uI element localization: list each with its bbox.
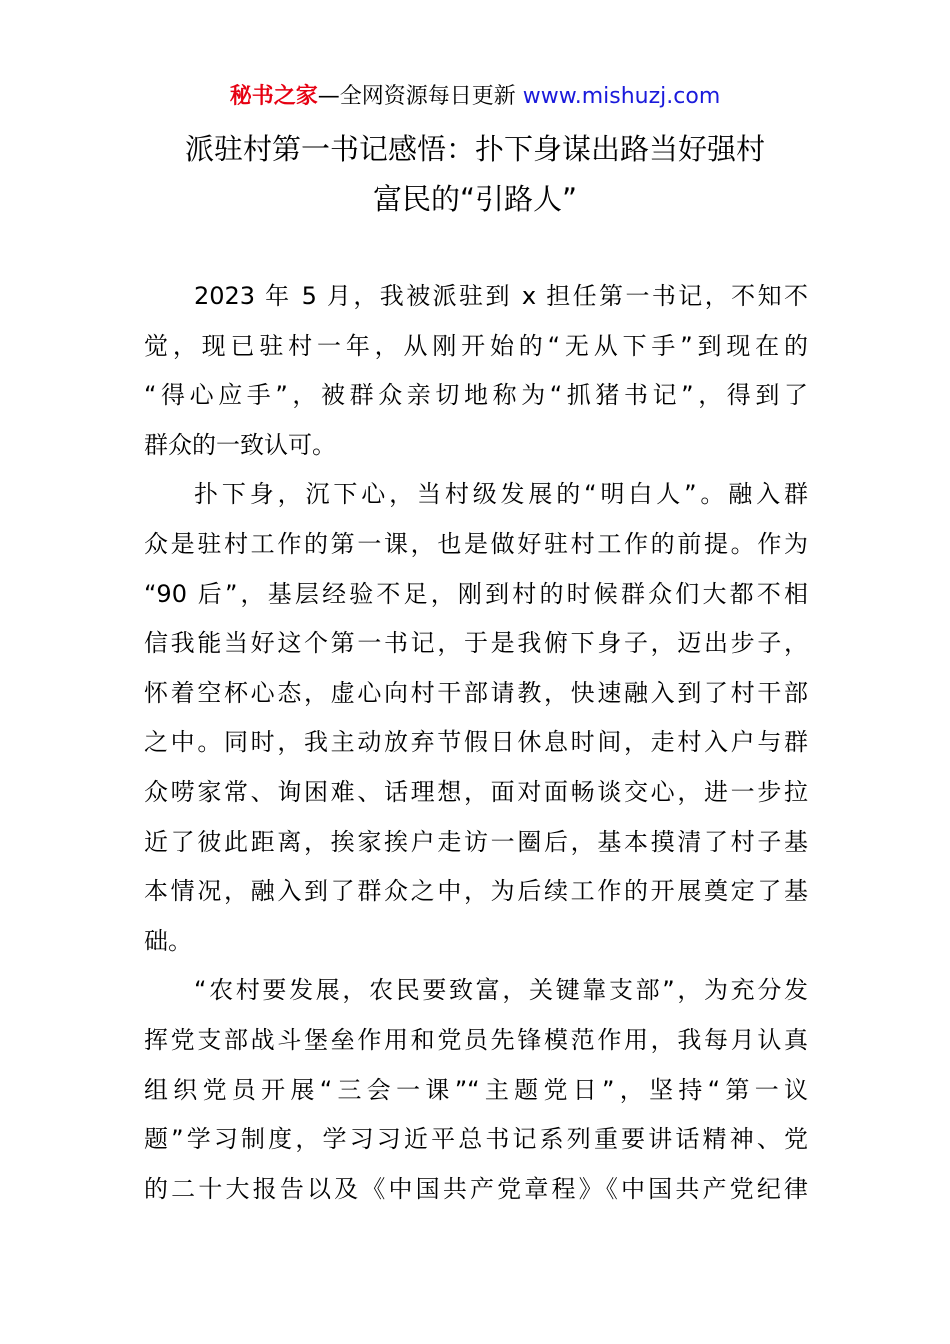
text-line: 的二十大报告以及《中国共产党章程》《中国共产党纪律 xyxy=(144,1174,808,1203)
title-line: 派驻村第一书记感悟：扑下身谋出路当好强村 xyxy=(184,132,765,166)
paragraph-3 xyxy=(144,966,808,1214)
text-line: “农村要发展，农民要致富，关键靠支部”，为充分发 xyxy=(194,976,808,1005)
header-tagline: —全网资源每日更新 xyxy=(317,84,523,109)
text-line: “90 后”，基层经验不足，刚到村的时候群众们大都不相 xyxy=(144,579,808,608)
text-line: “得心应手”，被群众亲切地称为“抓猪书记”，得到了 xyxy=(144,381,808,410)
text-line: 众唠家常、询困难、话理想，面对面畅谈交心，进一步拉 xyxy=(144,777,808,806)
paragraph-1 xyxy=(144,272,808,470)
site-url-link[interactable]: www.mishuzj.com xyxy=(522,84,721,109)
title-line: 富民的“引路人” xyxy=(372,182,578,216)
text-line: 怀着空杯心态，虚心向村干部请教，快速融入到了村干部 xyxy=(144,678,808,707)
page-title xyxy=(120,124,830,224)
brand-name: 秘书之家 xyxy=(229,84,318,109)
text-line: 近了彼此距离，挨家挨户走访一圈后，基本摸清了村子基 xyxy=(144,827,808,856)
text-line: 众是驻村工作的第一课，也是做好驻村工作的前提。作为 xyxy=(144,529,808,558)
text-line: 信我能当好这个第一书记，于是我俯下身子，迈出步子， xyxy=(144,629,808,658)
text-line: 挥党支部战斗堡垒作用和党员先锋模范作用，我每月认真 xyxy=(144,1025,808,1054)
paragraph-2 xyxy=(144,470,808,966)
article-body xyxy=(144,272,808,1214)
text-line: 题”学习制度，学习习近平总书记系列重要讲话精神、党 xyxy=(144,1125,808,1154)
text-line: 础。 xyxy=(144,926,192,955)
text-line: 觉，现已驻村一年，从刚开始的“无从下手”到现在的 xyxy=(144,331,808,360)
text-line: 本情况，融入到了群众之中，为后续工作的开展奠定了基 xyxy=(144,877,808,906)
text-line: 组织党员开展“三会一课”“主题党日”，坚持“第一议 xyxy=(144,1075,808,1104)
text-line: 群众的一致认可。 xyxy=(144,430,336,459)
text-line: 2023 年 5 月，我被派驻到 x 担任第一书记，不知不 xyxy=(194,282,808,310)
text-line: 之中。同时，我主动放弃节假日休息时间，走村入户与群 xyxy=(144,728,808,757)
site-header xyxy=(0,80,950,114)
text-line: 扑下身，沉下心，当村级发展的“明白人”。融入群 xyxy=(194,480,808,509)
